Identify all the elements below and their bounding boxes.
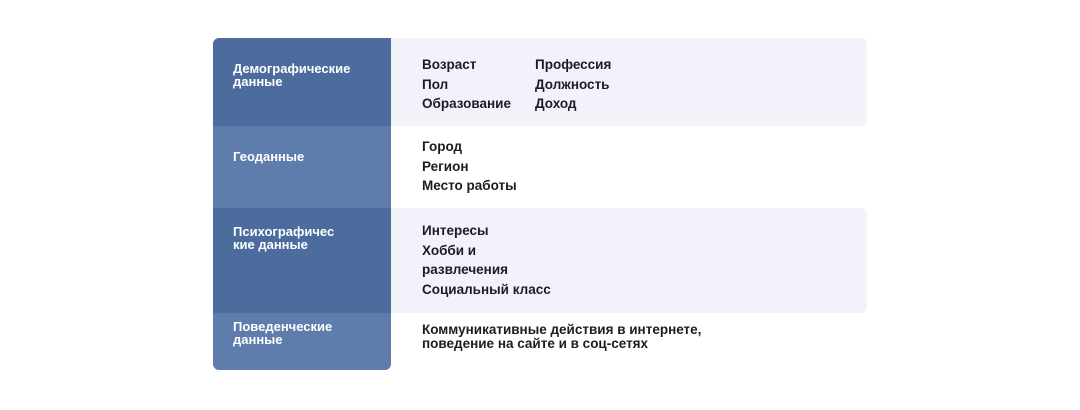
table-row-psychographics bbox=[213, 208, 867, 313]
table-row-behavioral bbox=[213, 313, 867, 370]
table-row-demographics bbox=[213, 38, 867, 126]
row-label-line: данные bbox=[233, 332, 283, 347]
row-content-psychographics bbox=[391, 208, 867, 313]
column-right bbox=[535, 55, 611, 114]
list-item: Место работы bbox=[422, 178, 517, 194]
list-item: поведение на сайте и в соц-сетях bbox=[422, 336, 649, 351]
list-item: Социальный класс bbox=[422, 282, 551, 298]
row-label-psychographics bbox=[213, 208, 391, 313]
row-label-geodata bbox=[213, 126, 391, 208]
list-item: Коммуникативные действия в интернете, bbox=[422, 322, 702, 337]
list-item: Должность bbox=[535, 76, 610, 92]
table-row-geodata bbox=[213, 126, 867, 208]
row-label-line: Демографические bbox=[233, 61, 351, 76]
list-item: Интересы bbox=[422, 223, 489, 238]
row-content-demographics bbox=[391, 38, 867, 126]
row-label-demographics bbox=[213, 38, 391, 126]
row-content-behavioral bbox=[391, 313, 867, 370]
row-label-behavioral bbox=[213, 313, 391, 370]
list-item: Город bbox=[422, 139, 463, 154]
data-categories-table bbox=[213, 38, 867, 370]
list-item: Образование bbox=[422, 96, 511, 112]
list-item: Пол bbox=[422, 76, 449, 92]
list-item: Профессия bbox=[535, 57, 612, 72]
list-item: развлечения bbox=[422, 262, 508, 278]
row-label-line: Поведенческие bbox=[233, 319, 333, 334]
row-label-line: Психографичес bbox=[233, 224, 335, 239]
row-label-line: данные bbox=[233, 74, 283, 89]
list-item: Хобби и bbox=[422, 242, 477, 258]
row-label-line: кие данные bbox=[233, 237, 308, 252]
list-item: Доход bbox=[535, 96, 577, 112]
list-item: Регион bbox=[422, 158, 469, 174]
column-left bbox=[422, 55, 535, 114]
list-item: Возраст bbox=[422, 57, 477, 72]
row-label-line: Геоданные bbox=[233, 149, 305, 164]
row-content-geodata bbox=[391, 126, 867, 208]
